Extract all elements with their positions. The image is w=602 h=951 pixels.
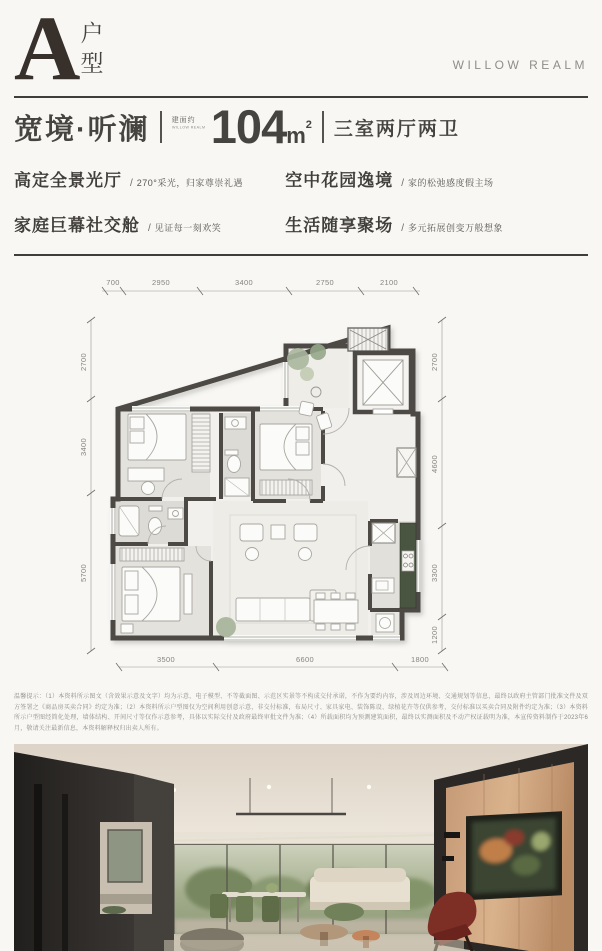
svg-text:2700: 2700 (430, 353, 439, 371)
window (224, 635, 356, 641)
svg-text:1200: 1200 (430, 626, 439, 644)
wall-shelf (442, 856, 454, 861)
plan-name: 宽境·听澜 (14, 113, 150, 146)
feature-desc: 270°采光，归家尊崇礼遇 (136, 178, 243, 188)
title-separator (160, 111, 162, 143)
area-unit: m (286, 123, 306, 148)
unit-type-label (80, 22, 103, 75)
feature-item-1 (14, 166, 277, 191)
feature-title: 空中花园逸境 (285, 171, 394, 190)
interior-rendering (14, 744, 588, 951)
ceiling-light (267, 785, 271, 789)
bedroom-2-furniture (260, 424, 312, 495)
svg-text:4600: 4600 (430, 455, 439, 473)
svg-text:3400: 3400 (235, 278, 253, 287)
feature-item-3 (14, 211, 277, 236)
slash-separator: / (148, 223, 151, 234)
area-superscript: 2 (305, 119, 312, 131)
dim-bottom (116, 655, 448, 671)
area-rug (164, 940, 464, 951)
window (373, 635, 400, 641)
window (110, 564, 116, 620)
title-row (14, 98, 588, 152)
svg-text:1800: 1800 (411, 655, 429, 664)
feature-item-2 (285, 166, 588, 191)
feature-item-4 (285, 211, 588, 236)
sofa (310, 868, 410, 910)
floorplan-drawing (64, 268, 538, 684)
feature-desc: 家的松弛感度假主场 (408, 178, 494, 188)
feature-title: 高定全景光厅 (14, 171, 122, 190)
artwork (472, 818, 556, 894)
feature-title: 家庭巨幕社交舱 (14, 216, 140, 235)
area-value: 104 (210, 100, 287, 153)
area-note (172, 115, 209, 130)
dim-top (102, 278, 420, 295)
unit-type-char-1: 户 (80, 20, 104, 46)
svg-text:2100: 2100 (380, 278, 398, 287)
centerpiece-plant (324, 903, 364, 921)
living-room-furniture (216, 515, 358, 637)
svg-text:6600: 6600 (296, 655, 314, 664)
slash-separator: / (130, 178, 133, 189)
feature-desc: 见证每一刻欢笑 (154, 223, 222, 233)
wall-shelf (444, 832, 460, 838)
floorplan-section (14, 256, 588, 690)
interior-photo (14, 744, 588, 951)
feature-desc: 多元拓展创变万般想象 (408, 223, 504, 233)
dim-right (430, 317, 446, 654)
area-note-text: 建面约 (171, 117, 196, 124)
feature-title: 生活随享聚场 (285, 216, 394, 235)
building-shell (110, 328, 421, 641)
slash-separator: / (401, 178, 405, 189)
legal-disclaimer: 温馨提示：（1）本资料所示图文（含效果示意及文字）均为示意，电子模型、不等截面图、示范区实景等不构成交付承诺，不作为要约内容，涉及周边环境、交通规划等信息，最终以政府主管部门批准文件及双方签署之《商品房买卖合同》约定为准；（2）本资料所示户型图仅为空间利用创意示意，非交付标准，布局尺寸、家具家电、装饰陈设、绿植花卉等仅供参考，交付标准以买卖合同及附件约定为准；（3）本资料所示户型图经简化处理，墙体结构、开间尺寸等仅作示意参考，具体以实际交付及政府最终审批文件为准；（4）所载面积均为预测建筑面积，最终以实测面积及不动产权证载明为准，本宣传资料制作于2023年6月，敬请关注最新信息，本资料解释权归出卖人所有。 (14, 694, 588, 732)
hall-closet (397, 448, 416, 477)
stairwell (348, 328, 388, 351)
feature-list (14, 152, 588, 254)
elevator (355, 353, 411, 414)
window (110, 508, 116, 534)
title-separator-2 (322, 111, 324, 143)
area-block (171, 100, 312, 153)
svg-text:2950: 2950 (152, 278, 170, 287)
left-cabinetry (14, 752, 174, 951)
brand-wordmark: WILLOW REALM (452, 58, 588, 72)
area-note-sub: WILLOW REALM (171, 125, 206, 130)
unit-logo (14, 0, 588, 99)
svg-text:5700: 5700 (79, 564, 88, 582)
table-plant (232, 877, 252, 893)
header (14, 0, 588, 99)
svg-text:3300: 3300 (430, 564, 439, 582)
room-count-label: 三室两厅两卫 (333, 118, 460, 140)
svg-text:3400: 3400 (79, 438, 88, 456)
dim-left (79, 317, 95, 654)
unit-type-char-2: 型 (80, 50, 104, 76)
slash-separator: / (401, 223, 405, 234)
svg-text:3500: 3500 (157, 655, 175, 664)
svg-text:2750: 2750 (316, 278, 334, 287)
svg-text:2700: 2700 (79, 353, 88, 371)
unit-letter: A (14, 0, 79, 99)
window (283, 362, 289, 398)
ceiling-light (367, 785, 371, 789)
table-plant (266, 883, 278, 893)
window (132, 406, 190, 412)
svg-text:700: 700 (106, 278, 120, 287)
